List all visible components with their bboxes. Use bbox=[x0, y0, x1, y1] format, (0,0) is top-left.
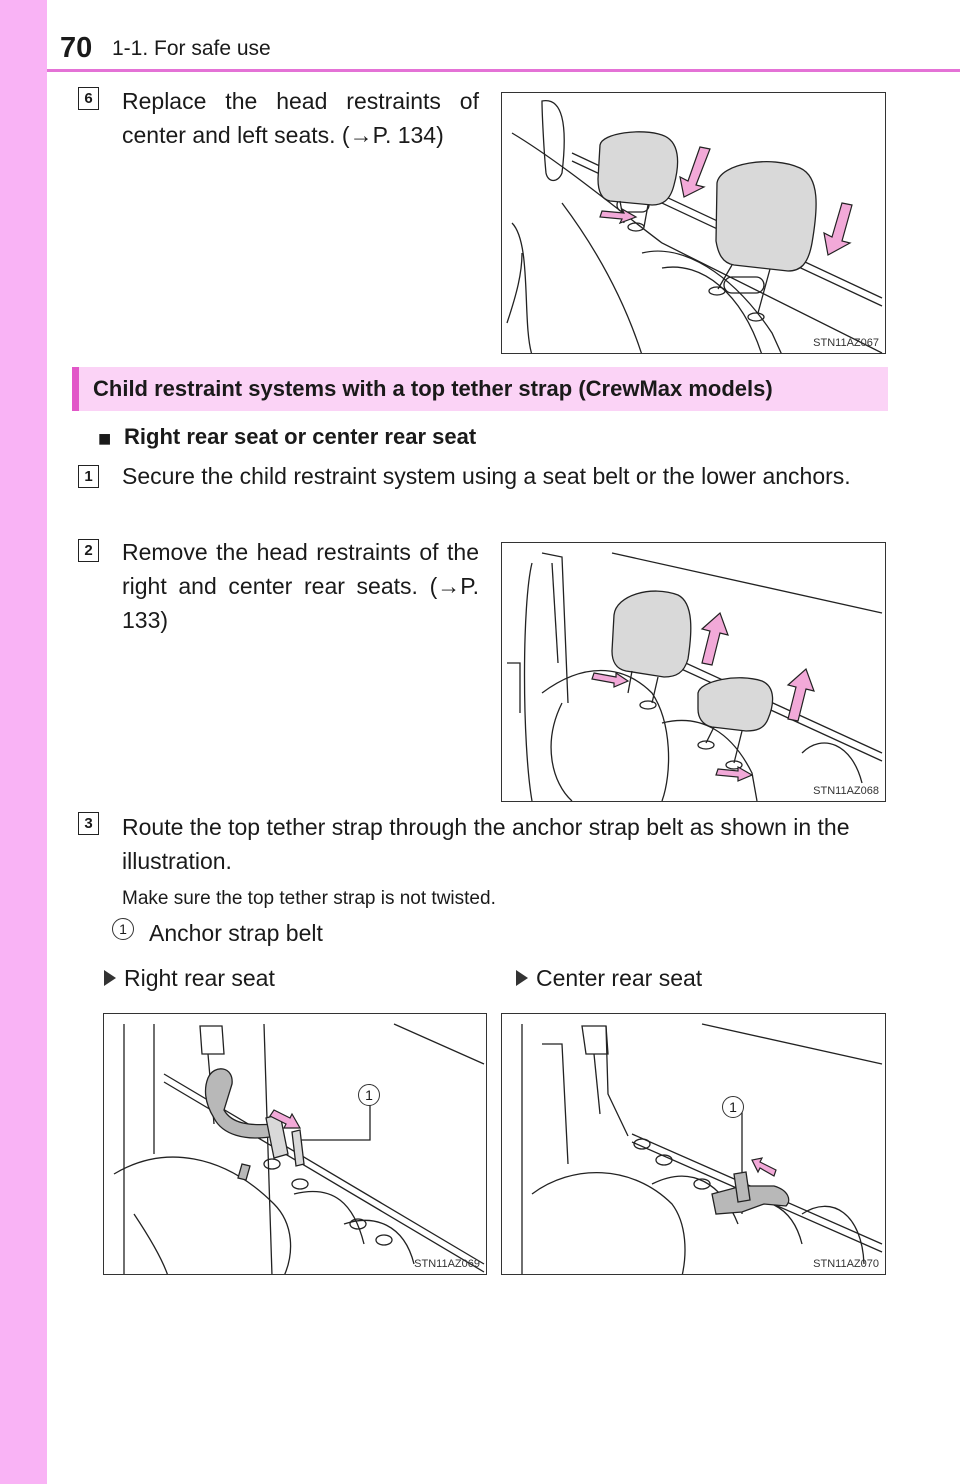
step-2-text: Remove the head restraints of the right and center rear seats. (→P. 133) bbox=[122, 539, 479, 633]
right-rear-seat-label: Right rear seat bbox=[124, 965, 275, 991]
step-3-note: Make sure the top tether strap is not twisted. bbox=[122, 888, 496, 909]
right-rear-seat-illustration bbox=[104, 1014, 487, 1275]
section-heading-text: Child restraint systems with a top tether strap (CrewMax models) bbox=[93, 376, 773, 401]
figure-remove-head-restraints bbox=[501, 542, 886, 802]
step-3-text: Route the top tether strap through the anchor strap belt as shown in the illustration. bbox=[122, 814, 850, 874]
callout-number: 1 bbox=[112, 918, 134, 940]
step-number-3: 3 bbox=[78, 812, 99, 835]
triangle-bullet-icon bbox=[516, 970, 528, 986]
subsection-title: Right rear seat or center rear seat bbox=[124, 424, 477, 449]
figure-replace-head-restraints bbox=[501, 92, 886, 354]
figure-callout-1: 1 bbox=[358, 1084, 380, 1106]
figure-callout-2: 1 bbox=[722, 1096, 744, 1118]
square-bullet-icon: ■ bbox=[98, 426, 112, 451]
page-number: 70 bbox=[60, 32, 93, 64]
step-number-6: 6 bbox=[78, 87, 99, 110]
step-number-1: 1 bbox=[78, 465, 99, 488]
figure-code-3: STN11AZ069 bbox=[414, 1258, 480, 1270]
left-margin-band bbox=[0, 0, 47, 1484]
figure-center-rear-seat bbox=[501, 1013, 886, 1275]
figure-code-4: STN11AZ070 bbox=[813, 1258, 879, 1270]
center-rear-seat-label: Center rear seat bbox=[536, 965, 703, 991]
step-6-text: Replace the head restraints of center and left seats. (→P. 134) bbox=[122, 88, 479, 148]
figure-code-2: STN11AZ068 bbox=[813, 785, 879, 797]
header-rule bbox=[47, 69, 960, 72]
section-heading bbox=[72, 367, 888, 411]
callout-label: Anchor strap belt bbox=[149, 920, 323, 946]
step-number-2: 2 bbox=[78, 539, 99, 562]
figure-code: STN11AZ067 bbox=[813, 337, 879, 349]
section-title: 1-1. For safe use bbox=[112, 37, 271, 60]
seat-illustration-2 bbox=[502, 543, 886, 802]
center-rear-seat-illustration bbox=[502, 1014, 886, 1275]
triangle-bullet-icon bbox=[104, 970, 116, 986]
step-1-text: Secure the child restraint system using a seat belt or the lower anchors. bbox=[122, 463, 851, 489]
seat-illustration bbox=[502, 93, 886, 354]
figure-right-rear-seat bbox=[103, 1013, 487, 1275]
